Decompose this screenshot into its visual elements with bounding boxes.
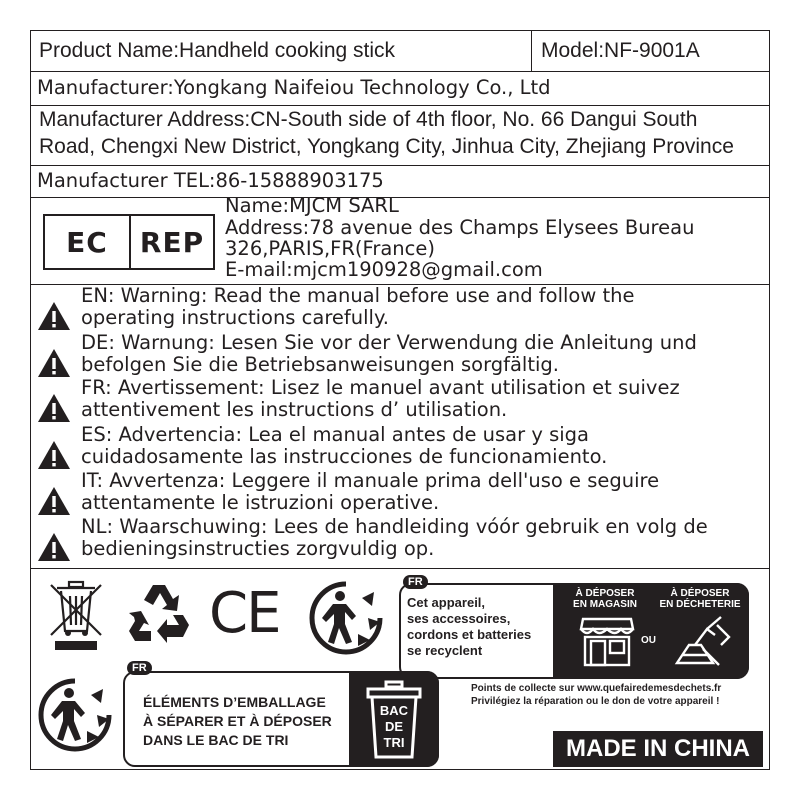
warning-item — [31, 376, 771, 427]
store-label-line1: À DÉPOSER — [575, 588, 635, 599]
recycle-icon — [127, 581, 191, 645]
device-text-line3: cordons et batteries — [407, 627, 532, 642]
ec-rep-symbol — [43, 214, 215, 270]
warning-text-line2: befolgen Sie die Betriebsanweisungen sorgfältig. — [81, 353, 559, 376]
warning-text-line2: attentamente le istruzioni operative. — [81, 491, 440, 514]
ec-rep-address-line1: Address:78 avenue des Champs Elysees Bureau — [225, 216, 695, 239]
device-text-line4: se recyclent — [407, 643, 483, 658]
product-name: Product Name:Handheld cooking stick — [39, 39, 396, 62]
warning-text-line2: operating instructions carefully. — [81, 306, 389, 329]
warning-triangle-icon — [37, 440, 71, 470]
warning-item — [31, 423, 771, 474]
model-number: Model:NF-9001A — [541, 39, 700, 62]
dump-label-line1: À DÉPOSER — [670, 588, 730, 599]
warning-text-line1: FR: Avertissement: Lisez le manuel avant utilisation et suivez — [81, 376, 680, 399]
fr-tag: FR — [127, 661, 152, 675]
packaging-text-line2: À SÉPARER ET À DÉPOSER — [143, 713, 332, 729]
warning-triangle-icon — [37, 393, 71, 423]
packaging-text-line1: ÉLÉMENTS D’EMBALLAGE — [143, 694, 326, 710]
warning-triangle-icon — [37, 532, 71, 562]
warning-text-line2: bedieningsinstructies zorgvuldig op. — [81, 537, 435, 560]
warning-triangle-icon — [37, 348, 71, 378]
or-label: OU — [641, 635, 656, 646]
warning-text-line1: EN: Warning: Read the manual before use and follow the — [81, 284, 635, 307]
warning-item — [31, 469, 771, 520]
device-text-line2: ses accessoires, — [407, 611, 511, 626]
store-icon — [579, 615, 635, 667]
device-text-line1: Cet appareil, — [407, 595, 486, 610]
ec-label: EC — [45, 216, 131, 268]
divider — [31, 197, 769, 198]
divider — [31, 71, 769, 72]
warning-triangle-icon — [37, 486, 71, 516]
warning-text-line2: cuidadosamente las instrucciones de funcionamiento. — [81, 445, 608, 468]
divider — [31, 105, 769, 106]
ce-mark: CE — [209, 581, 280, 646]
manufacturer-address-line2: Road, Chengxi New District, Yongkang City, Jinhua City, Zhejiang Province — [39, 135, 734, 158]
manufacturer-name: Manufacturer:Yongkang Naifeiou Technology Co., Ltd — [37, 76, 551, 99]
ec-rep-email: E-mail:mjcm190928@gmail.com — [225, 258, 543, 281]
warning-text-line2: attentivement les instructions d’ utilisation. — [81, 398, 508, 421]
rep-label: REP — [139, 225, 205, 259]
bin-text-line1: BAC — [379, 703, 409, 718]
manufacturer-address-line1: Manufacturer Address:CN-South side of 4th floor, No. 66 Dangui South — [39, 108, 698, 131]
warning-text-line1: ES: Advertencia: Lea el manual antes de usar y siga — [81, 423, 589, 446]
ec-rep-address-line2: 326,PARIS,FR(France) — [225, 237, 435, 260]
bin-text-line2: DE — [384, 719, 404, 734]
divider — [531, 31, 532, 71]
warning-item — [31, 284, 771, 335]
warning-text-line1: IT: Avvertenza: Leggere il manuale prima dell'uso e seguire — [81, 469, 660, 492]
divider — [31, 568, 769, 569]
crossed-bin-icon — [45, 579, 107, 653]
warning-triangle-icon — [37, 301, 71, 331]
repair-advice-text: Privilégiez la réparation ou le don de votre appareil ! — [471, 696, 720, 707]
ec-rep-name: Name:MJCM SARL — [225, 194, 399, 217]
dump-label-line2: EN DÉCHETERIE — [659, 599, 741, 610]
divider — [31, 165, 769, 166]
store-label-line2: EN MAGASIN — [573, 599, 637, 610]
bin-text-line3: TRI — [383, 735, 405, 750]
made-in-china-text: MADE IN CHINA — [566, 735, 750, 762]
recycling-center-icon — [673, 615, 733, 667]
packaging-text-line3: DANS LE BAC DE TRI — [143, 732, 289, 748]
triman-packaging-icon — [35, 675, 115, 755]
warning-text-line1: NL: Waarschuwing: Lees de handleiding vóór gebruik en volg de — [81, 515, 708, 538]
product-label — [30, 30, 770, 770]
triman-icon — [306, 578, 386, 658]
manufacturer-tel: Manufacturer TEL:86-15888903175 — [37, 169, 384, 192]
warning-text-line1: DE: Warnung: Lesen Sie vor der Verwendung die Anleitung und — [81, 331, 697, 354]
collection-points-text: Points de collecte sur www.quefairedemesdechets.fr — [471, 683, 722, 694]
warning-item — [31, 515, 771, 566]
fr-tag: FR — [403, 575, 428, 589]
